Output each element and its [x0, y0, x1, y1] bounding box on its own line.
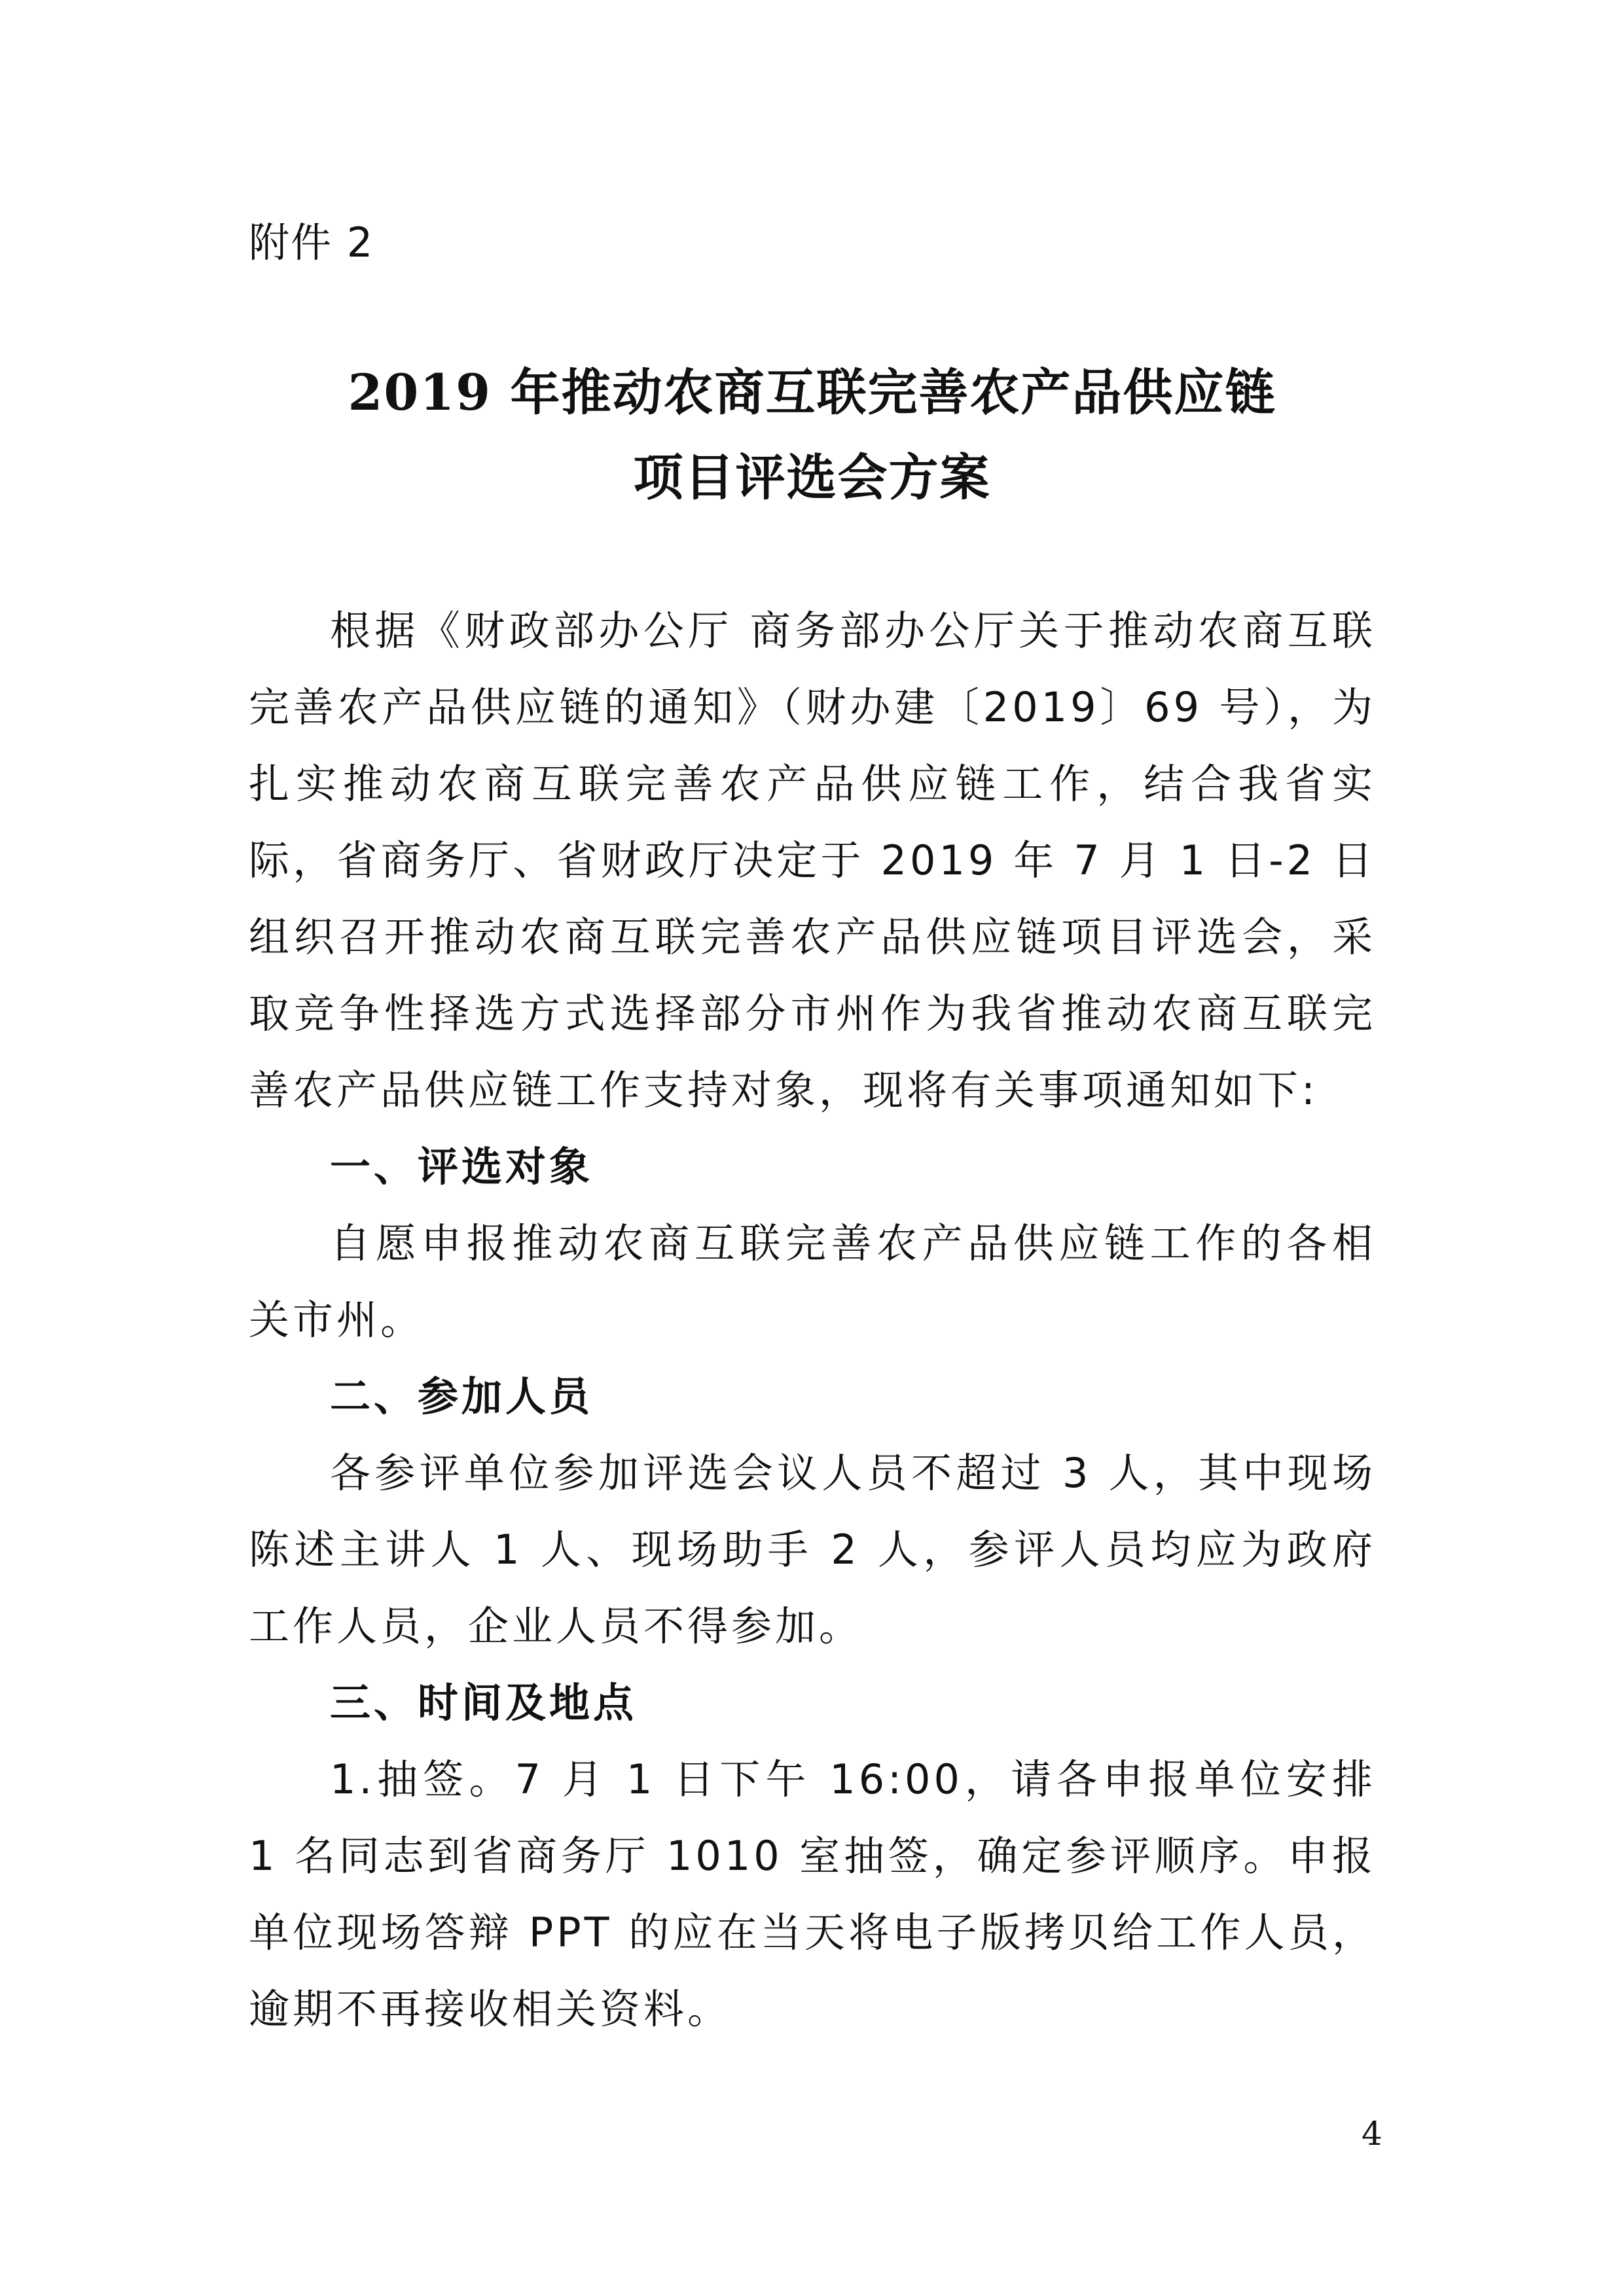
- section-text-participants: 各参评单位参加评选会议人员不超过 3 人，其中现场陈述主讲人 1 人、现场助手 2 人，参评人员均应为政府工作人员，企业人员不得参加。: [249, 1449, 1376, 1650]
- section-text-drawing-lots: 1.抽签。7 月 1 日下午 16:00，请各申报单位安排 1 名同志到省商务厅 1010 室抽签，确定参评顺序。申报单位现场答辩 PPT 的应在当天将电子版拷贝给工作人员，逾期不再接收相关资料。: [249, 1755, 1376, 2033]
- document-title-line-2: 项目评选会方案: [633, 448, 991, 507]
- section-text-evaluation-targets: 自愿申报推动农商互联完善农产品供应链工作的各相关市州。: [249, 1219, 1376, 1344]
- attachment-label: 附件 2: [249, 219, 374, 266]
- section-heading-time-and-place: 三、时间及地点: [330, 1679, 638, 1727]
- section-heading-participants: 二、参加人员: [330, 1372, 594, 1420]
- section-heading-evaluation-targets: 一、评选对象: [330, 1143, 594, 1191]
- document-title-line-1: 2019 年推动农商互联完善农产品供应链: [348, 363, 1276, 422]
- page-number: 4: [1362, 2115, 1382, 2153]
- document-body: [249, 592, 1376, 2047]
- intro-paragraph: 根据《财政部办公厅 商务部办公厅关于推动农商互联完善农产品供应链的通知》（财办建〔2019〕69 号），为扎实推动农商互联完善农产品供应链工作，结合我省实际，省商务厅、省财政厅决定于 2019 年 7 月 1 日-2 日组织召开推动农商互联完善农产品供应链项目评选会，采取竞争性择选方式选择部分市州作为我省推动农商互联完善农产品供应链工作支持对象，现将有关事项通知如下:: [249, 607, 1376, 1114]
